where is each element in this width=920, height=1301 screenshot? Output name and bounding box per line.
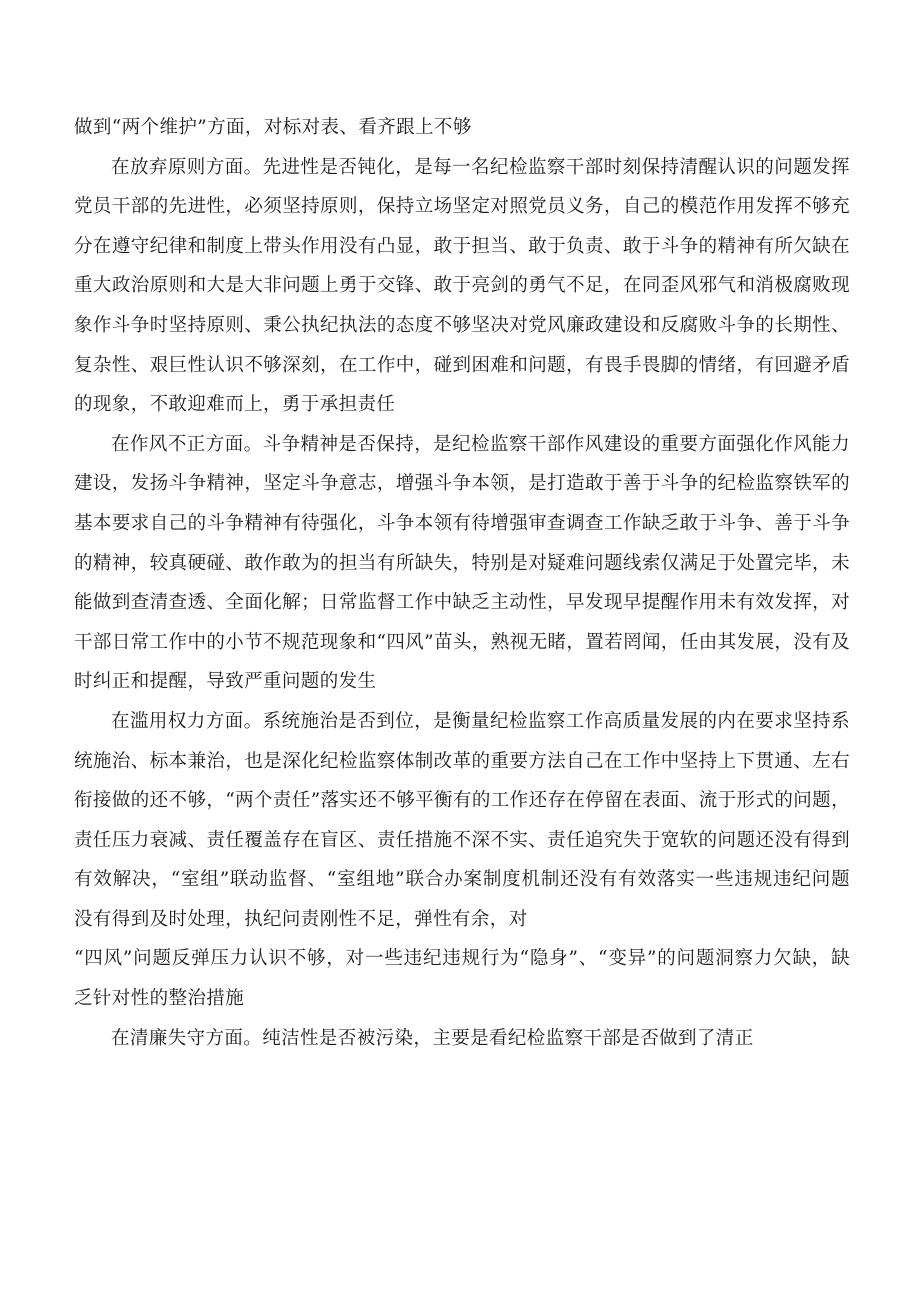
document-body xyxy=(74,108,850,1058)
paragraph-abandoning-principles: 在放弃原则方面。先进性是否钝化，是每一名纪检监察干部时刻保持清醒认识的问题发挥党员干部的先进性，必须坚持原则，保持立场坚定对照党员义务，自己的模范作用发挥不够充分在遵守纪律和制度上带头作用没有凸显，敢于担当、敢于负责、敢于斗争的精神有所欠缺在重大政治原则和大是大非问题上勇于交锋、敢于亮剑的勇气不足，在同歪风邪气和消极腐败现象作斗争时坚持原则、秉公执纪执法的态度不够坚决对党风廉政建设和反腐败斗争的长期性、复杂性、艰巨性认识不够深刻，在工作中，碰到困难和问题，有畏手畏脚的情绪，有回避矛盾的现象，不敢迎难而上，勇于承担责任 xyxy=(74,156,850,416)
paragraph-improper-work-style: 在作风不正方面。斗争精神是否保持，是纪检监察干部作风建设的重要方面强化作风能力建设，发扬斗争精神，坚定斗争意志，增强斗争本领，是打造敢于善于斗争的纪检监察铁军的基本要求自己的斗争精神有待强化，斗争本领有待增强审查调查工作缺乏敢于斗争、善于斗争的精神，较真硬碰、敢作敢为的担当有所缺失，特别是对疑难问题线索仅满足于处置完毕，未能做到查清查透、全面化解；日常监督工作中缺乏主动性，早发现早提醒作用未有效发挥，对干部日常工作中的小节不规范现象和“四风”苗头，熟视无睹，置若罔闻，任由其发展，没有及时纠正和提醒，导致严重问题的发生 xyxy=(74,433,850,693)
paragraph-continuation: 做到“两个维护”方面，对标对表、看齐跟上不够 xyxy=(74,117,472,138)
paragraph-integrity-lapse: 在清廉失守方面。纯洁性是否被污染，主要是看纪检监察干部是否做到了清正 xyxy=(111,1027,754,1049)
paragraph-four-winds: “四风”问题反弹压力认识不够，对一些违纪违规行为“隐身”、“变异”的问题洞察力欠缺，缺乏针对性的整治措施 xyxy=(74,948,850,1010)
paragraph-abuse-of-power: 在滥用权力方面。系统施治是否到位，是衡量纪检监察工作高质量发展的内在要求坚持系统施治、标本兼治，也是深化纪检监察体制改革的重要方法自己在工作中坚持上下贯通、左右衔接做的还不够，“两个责任”落实还不够平衡有的工作还存在停留在表面、流于形式的问题，责任压力衰减、责任覆盖存在盲区、责任措施不深不实、责任追究失于宽软的问题还没有得到有效解决，“室组”联动监督、“室组地”联合办案制度机制还没有有效落实一些违规违纪问题没有得到及时处理，执纪问责刚性不足，弹性有余，对 xyxy=(74,710,850,930)
